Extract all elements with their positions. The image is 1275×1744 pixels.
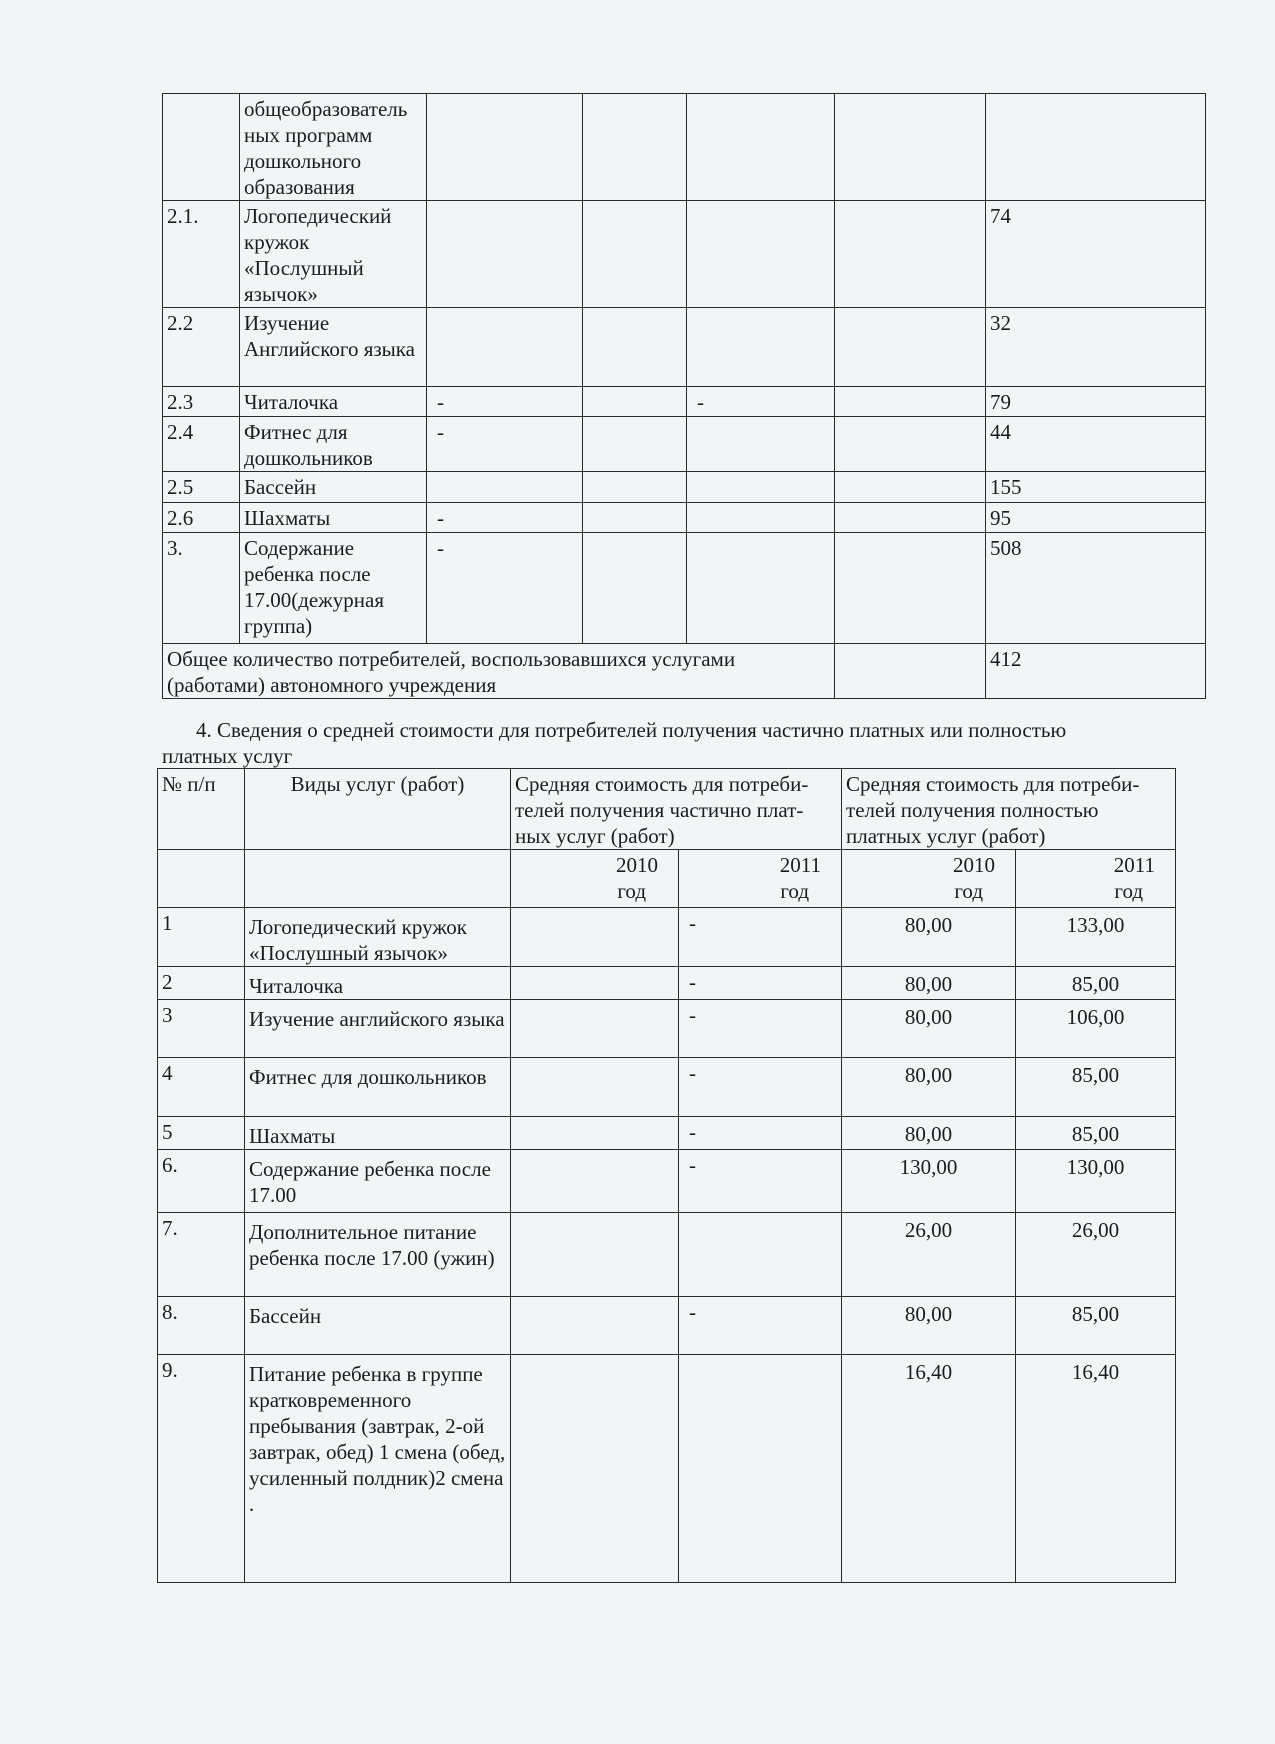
table2-cell-p2011: - [679,1150,842,1213]
table2-cell-f2010: 130,00 [842,1150,1016,1213]
table2-cell-num: 5 [158,1117,245,1150]
year-label: 2011 [779,853,822,877]
table1-total-value: 412 [986,644,1206,699]
table2-cell-name: Бассейн [245,1297,511,1355]
table1-cell-c3 [687,503,835,533]
table1-total-row [163,644,1206,699]
table2-cell-p2011: - [679,1297,842,1355]
table2-row [158,1213,1176,1297]
table2-cell-f2010: 80,00 [842,967,1016,1000]
table1-cell-name: Фитнес для дошкольников [240,417,427,472]
table1-row [163,503,1206,533]
section-4-heading-line1: 4. Сведения о средней стоимости для потребителей получения частично платных или полностью [196,718,1067,742]
table2-row [158,1355,1176,1583]
year-unit: год [954,879,984,903]
year-unit: год [780,879,810,903]
years-empty-num [158,850,245,908]
table2-cell-name: Дополнительное питание ребенка после 17.00 (ужин) [245,1213,511,1297]
table2-row [158,1000,1176,1058]
table1-cell-name: Содержание ребенка после 17.00(дежурная группа) [240,533,427,644]
year-cell [511,850,679,908]
year-label: 2011 [1113,853,1156,877]
table1-cell-num: 2.6 [163,503,240,533]
years-empty-name [245,850,511,908]
table2-cell-name: Изучение английского языка [245,1000,511,1058]
table2-cell-p2011 [679,1355,842,1583]
table1-cell-num: 2.5 [163,472,240,503]
table1-cell-c3 [687,308,835,387]
table2-cell-name: Содержание ребенка после 17.00 [245,1150,511,1213]
table2-cell-f2010: 80,00 [842,1117,1016,1150]
table2-cell-num: 2 [158,967,245,1000]
table1-cell-c2 [583,94,687,201]
year-unit: год [1114,879,1144,903]
table1-cell-c4 [835,503,986,533]
table2-cell-f2011: 85,00 [1016,967,1176,1000]
table2-cell-p2010 [511,908,679,967]
table1-cell-c2 [583,472,687,503]
table2-cell-p2011: - [679,967,842,1000]
table1-cell-c3: - [687,387,835,417]
table1-cell-c3 [687,201,835,308]
year-cell [842,850,1016,908]
table2-row [158,967,1176,1000]
table1-cell-c2 [583,201,687,308]
table1-row [163,533,1206,644]
table1-cell-c5: 79 [986,387,1206,417]
table2-cell-p2011: - [679,1058,842,1117]
table2-cell-p2010 [511,1297,679,1355]
table1-cell-c5: 155 [986,472,1206,503]
table1-cell-c2 [583,503,687,533]
table1-cell-num: 3. [163,533,240,644]
table1-row [163,387,1206,417]
table1-cell-c4 [835,472,986,503]
table2-header-row [158,769,1176,850]
table2-cell-p2010 [511,1213,679,1297]
table2-cell-p2010 [511,1000,679,1058]
table1-cell-c1 [427,94,583,201]
table2-row [158,1297,1176,1355]
table2-cell-f2011: 133,00 [1016,908,1176,967]
table2-cell-f2011: 130,00 [1016,1150,1176,1213]
table1-cell-c2 [583,387,687,417]
table2-cell-name: Фитнес для дошкольников [245,1058,511,1117]
table2-cell-p2010 [511,1058,679,1117]
table1-cell-c5: 508 [986,533,1206,644]
table2-cell-name: Шахматы [245,1117,511,1150]
header-partial-cost: Средняя стоимость для потреби-телей получения частично плат-ных услуг (работ) [511,769,842,850]
table1-cell-c3 [687,472,835,503]
table1-cell-c4 [835,201,986,308]
table1-cell-c1 [427,308,583,387]
table2-cell-p2011: - [679,908,842,967]
header-service-type: Виды услуг (работ) [245,769,511,850]
table2-cell-p2010 [511,1117,679,1150]
table1-cell-c4 [835,387,986,417]
table1-cell-name: Читалочка [240,387,427,417]
table1-cell-c4 [835,308,986,387]
table2-cell-f2011: 16,40 [1016,1355,1176,1583]
table1-cell-c1: - [427,503,583,533]
table1-cell-c3 [687,94,835,201]
average-cost-table [157,768,1176,1583]
header-num: № п/п [158,769,245,850]
table2-cell-num: 8. [158,1297,245,1355]
table2-cell-f2011: 85,00 [1016,1117,1176,1150]
table1-cell-name: Логопедический кружок «Послушный язычок» [240,201,427,308]
table1-cell-c1 [427,201,583,308]
table1-cell-c1: - [427,387,583,417]
table2-cell-p2010 [511,1355,679,1583]
table2-cell-name: Питание ребенка в группе кратковременного пребывания (завтрак, 2-ой завтрак, обед) 1 смена (обед, усиленный полдник)2 смена . [245,1355,511,1583]
table2-cell-f2011: 106,00 [1016,1000,1176,1058]
table1-cell-name: общеобразователь ных программ дошкольного образования [240,94,427,201]
table1-cell-num: 2.4 [163,417,240,472]
table1-cell-c1 [427,472,583,503]
table1-cell-c5: 95 [986,503,1206,533]
table2-cell-f2010: 80,00 [842,1058,1016,1117]
table1-cell-c2 [583,533,687,644]
consumers-table [162,93,1206,699]
table2-cell-num: 1 [158,908,245,967]
table1-cell-name: Шахматы [240,503,427,533]
table2-cell-p2011: - [679,1000,842,1058]
table1-cell-name: Бассейн [240,472,427,503]
table1-cell-c4 [835,533,986,644]
table2-cell-f2010: 80,00 [842,1297,1016,1355]
table2-cell-p2011 [679,1213,842,1297]
table1-cell-c1: - [427,417,583,472]
header-full-cost: Средняя стоимость для потреби-телей получения полностью платных услуг (работ) [842,769,1176,850]
table2-row [158,908,1176,967]
table1-row [163,472,1206,503]
table1-cell-num: 2.2 [163,308,240,387]
year-unit: год [617,879,646,903]
table1-cell-c2 [583,308,687,387]
table1-cell-num [163,94,240,201]
table2-row [158,1150,1176,1213]
table1-cell-c3 [687,533,835,644]
table2-cell-f2010: 26,00 [842,1213,1016,1297]
table1-cell-num: 2.1. [163,201,240,308]
table1-cell-c3 [687,417,835,472]
table1-row [163,417,1206,472]
table2-cell-num: 9. [158,1355,245,1583]
table2-cell-num: 6. [158,1150,245,1213]
table1-total-label: Общее количество потребителей, воспользовавшихся услугами (работами) автономного учреждения [163,644,835,699]
table1-cell-c4 [835,417,986,472]
table2-row [158,1117,1176,1150]
table1-total-empty [835,644,986,699]
section-4-heading [162,717,1196,769]
table2-cell-f2010: 80,00 [842,908,1016,967]
table2-cell-p2010 [511,1150,679,1213]
table1-cell-c2 [583,417,687,472]
table1-cell-c5 [986,94,1206,201]
table2-cell-p2011: - [679,1117,842,1150]
year-cell [679,850,842,908]
year-cell [1016,850,1176,908]
table1-cell-c5: 44 [986,417,1206,472]
table2-cell-p2010 [511,967,679,1000]
table2-years-row [158,850,1176,908]
table2-cell-num: 3 [158,1000,245,1058]
table2-cell-f2011: 26,00 [1016,1213,1176,1297]
table2-cell-f2011: 85,00 [1016,1058,1176,1117]
table2-cell-f2010: 16,40 [842,1355,1016,1583]
year-label: 2010 [953,853,996,877]
table2-cell-num: 7. [158,1213,245,1297]
table2-cell-num: 4 [158,1058,245,1117]
table1-row [163,94,1206,201]
table2-row [158,1058,1176,1117]
section-4-heading-line2: платных услуг [162,744,293,768]
table2-cell-name: Читалочка [245,967,511,1000]
table1-row [163,201,1206,308]
table2-cell-f2011: 85,00 [1016,1297,1176,1355]
table1-cell-c1: - [427,533,583,644]
table1-row [163,308,1206,387]
table1-cell-name: Изучение Английского языка [240,308,427,387]
year-label: 2010 [616,853,658,877]
table1-cell-c4 [835,94,986,201]
table1-cell-c5: 74 [986,201,1206,308]
table2-cell-name: Логопедический кружок «Послушный язычок» [245,908,511,967]
table2-cell-f2010: 80,00 [842,1000,1016,1058]
table1-cell-c5: 32 [986,308,1206,387]
table1-cell-num: 2.3 [163,387,240,417]
